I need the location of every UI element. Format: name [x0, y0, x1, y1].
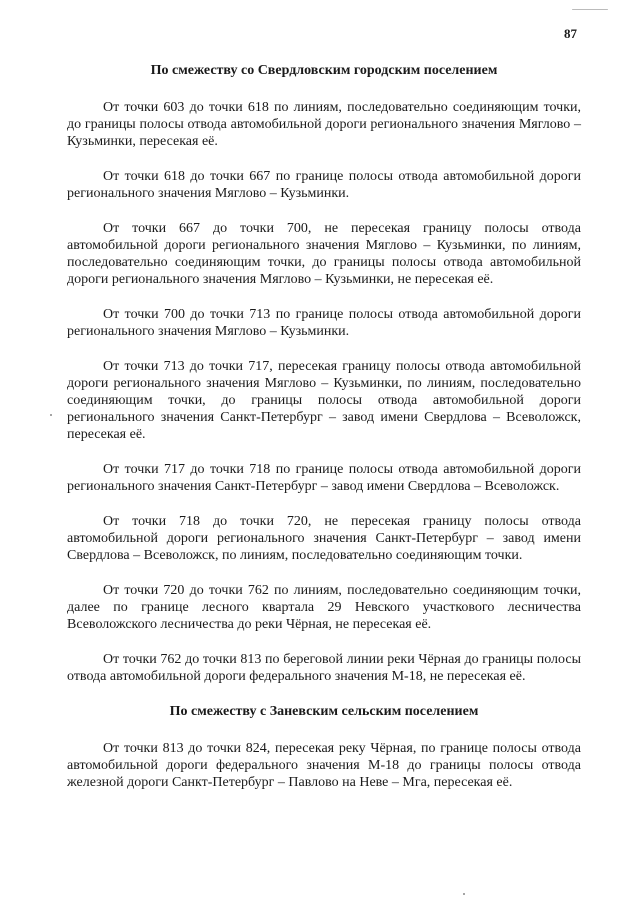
document-body: [67, 62, 581, 809]
scan-mark: [572, 9, 608, 10]
page-number: 87: [564, 26, 577, 41]
paragraph: От точки 813 до точки 824, пересекая реку Чёрная, по границе полосы отвода автомобильной дороги федерального значения М-18 до границы полосы отвода железной дороги Санкт-Петербург – Павлово на Неве – Мга, пересекая её.: [67, 741, 581, 790]
paragraph: От точки 667 до точки 700, не пересекая границу полосы отвода автомобильной дороги регионального значения Мяглово – Кузьминки, по линиям, последовательно соединяющим точки, до границы полосы отвода автомобильной дороги регионального значения Мяглово – Кузьминки, не пересекая её.: [67, 221, 581, 287]
paragraph: От точки 717 до точки 718 по границе полосы отвода автомобильной дороги регионального значения Санкт-Петербург – завод имени Свердлова – Всеволожск.: [67, 462, 581, 494]
section-zanevka: [67, 703, 581, 791]
paragraph: От точки 718 до точки 720, не пересекая границу полосы отвода автомобильной дороги регионального значения Санкт-Петербург – завод имени Свердлова – Всеволожск, по линиям, последовательно соединяющим точки.: [67, 514, 581, 563]
scan-speck: [50, 414, 52, 416]
scan-speck: [463, 893, 465, 895]
paragraph: От точки 720 до точки 762 по линиям, последовательно соединяющим точки, далее по границе лесного квартала 29 Невского участкового лесничества Всеволожского лесничества до реки Чёрная, не пересекая её.: [67, 583, 581, 632]
section-heading: По смежеству с Заневским сельским поселением: [169, 704, 479, 719]
paragraph: От точки 762 до точки 813 по береговой линии реки Чёрная до границы полосы отвода автомобильной дороги федерального значения М-18, не пересекая её.: [67, 652, 581, 684]
paragraph: От точки 700 до точки 713 по границе полосы отвода автомобильной дороги регионального значения Мяглово – Кузьминки.: [67, 307, 581, 339]
section-heading: По смежеству со Свердловским городским поселением: [150, 63, 498, 78]
paragraph: От точки 618 до точки 667 по границе полосы отвода автомобильной дороги регионального значения Мяглово – Кузьминки.: [67, 169, 581, 201]
section-sverdlovsk: [67, 62, 581, 685]
paragraph: От точки 713 до точки 717, пересекая границу полосы отвода автомобильной дороги регионального значения Мяглово – Кузьминки, по линиям, последовательно соединяющим точки, до границы полосы отвода автомобильной дороги регионального значения Санкт-Петербург – завод имени Свердлова – Всеволожск, пересекая её.: [67, 359, 581, 442]
paragraph: От точки 603 до точки 618 по линиям, последовательно соединяющим точки, до границы полосы отвода автомобильной дороги регионального значения Мяглово – Кузьминки, пересекая её.: [67, 100, 581, 149]
